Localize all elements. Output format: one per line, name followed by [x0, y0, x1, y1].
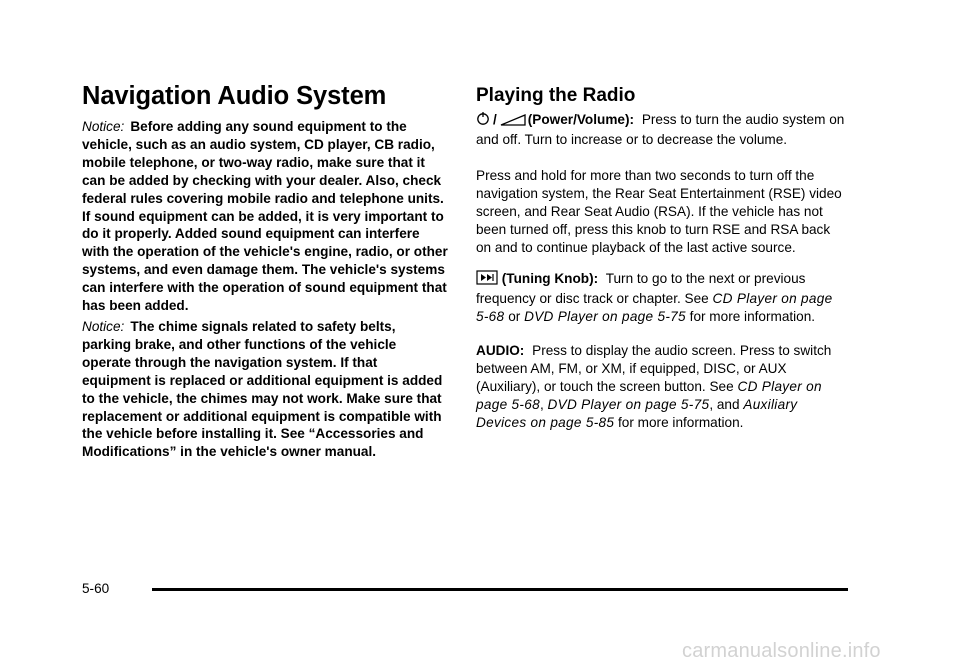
- page-number: 5-60: [82, 581, 110, 596]
- audio-text: , and: [709, 396, 740, 412]
- volume-icon: [500, 113, 526, 131]
- footer-rule: [152, 588, 848, 591]
- auxiliary-devices-link[interactable]: Auxiliary Devices on page 5-85: [476, 396, 798, 430]
- audio-text: Press to display the audio screen. Press to switch between AM, FM, or XM, if equipped, DISC, or AUX (Auxiliary), or touch the screen button. See: [476, 343, 832, 394]
- notice-text: Before adding any sound equipment to the vehicle, such as an audio system, CD player, CB radio, mobile telephone, or two-way radio, make sure that it can be added by checking with your dealer. Also, check federal rules covering mobile radio and telephone units. If sound equipment can be added, it is very important to do it properly. Added sound equipment can interfere with the operation of the vehicle's engine, radio, or other systems, and even damage them. The vehicle's systems can interfere with the operation of sound equipment that has been added.: [82, 119, 448, 314]
- power-volume-text: Press to turn the audio system on and off. Turn to increase or to decrease the volume.: [476, 112, 845, 147]
- notice-label: Notice:: [82, 119, 125, 134]
- audio-term: AUDIO:: [476, 343, 525, 358]
- tuning-paragraph: [476, 270, 848, 326]
- dvd-player-link[interactable]: DVD Player on page 5-75: [547, 396, 710, 412]
- tuning-text: or: [508, 308, 521, 324]
- power-volume-paragraph: [476, 111, 848, 149]
- audio-text: ,: [539, 396, 544, 412]
- notice-text: The chime signals related to safety belts, parking brake, and other functions of the vehicle operate through the navigation system. If that equipment is replaced or additional equipment is added to the vehicle, the chimes may not work. Make sure that replacement or additional equipment is compatible with the vehicle before installing it. See “Accessories and Modifications” in the vehicle's owner manual.: [82, 319, 443, 460]
- power-volume-term: (Power/Volume):: [527, 112, 635, 127]
- press-hold-paragraph: Press and hold for more than two seconds to turn off the navigation system, the Rear Seat Entertainment (RSE) video screen, and Rear Seat Audio (RSA). If the vehicle has not been turned off, press this knob to turn RSE and RSA back on and to continue playback of the last active source.: [476, 168, 842, 255]
- notice-label: Notice:: [82, 319, 125, 334]
- subsection-heading: Playing the Radio: [476, 85, 636, 106]
- section-heading: Navigation Audio System: [82, 82, 387, 110]
- watermark: carmanualsonline.info: [682, 640, 881, 662]
- tuning-knob-icon: [476, 270, 498, 290]
- audio-paragraph: [476, 342, 848, 432]
- tuning-text: for more information.: [689, 308, 816, 324]
- tuning-term: (Tuning Knob):: [501, 271, 599, 286]
- dvd-player-link[interactable]: DVD Player on page 5-75: [524, 308, 686, 324]
- icon-separator: /: [493, 112, 497, 127]
- notice-equipment: [82, 118, 448, 315]
- tuning-text: Turn to go to the next or previous frequency or disc track or chapter. See: [476, 271, 806, 306]
- audio-text: for more information.: [618, 414, 744, 430]
- cd-player-link[interactable]: CD Player on page 5-68: [476, 378, 822, 412]
- cd-player-link[interactable]: CD Player on page 5-68: [476, 290, 833, 324]
- notice-chimes: [82, 318, 448, 461]
- power-icon: [476, 111, 490, 131]
